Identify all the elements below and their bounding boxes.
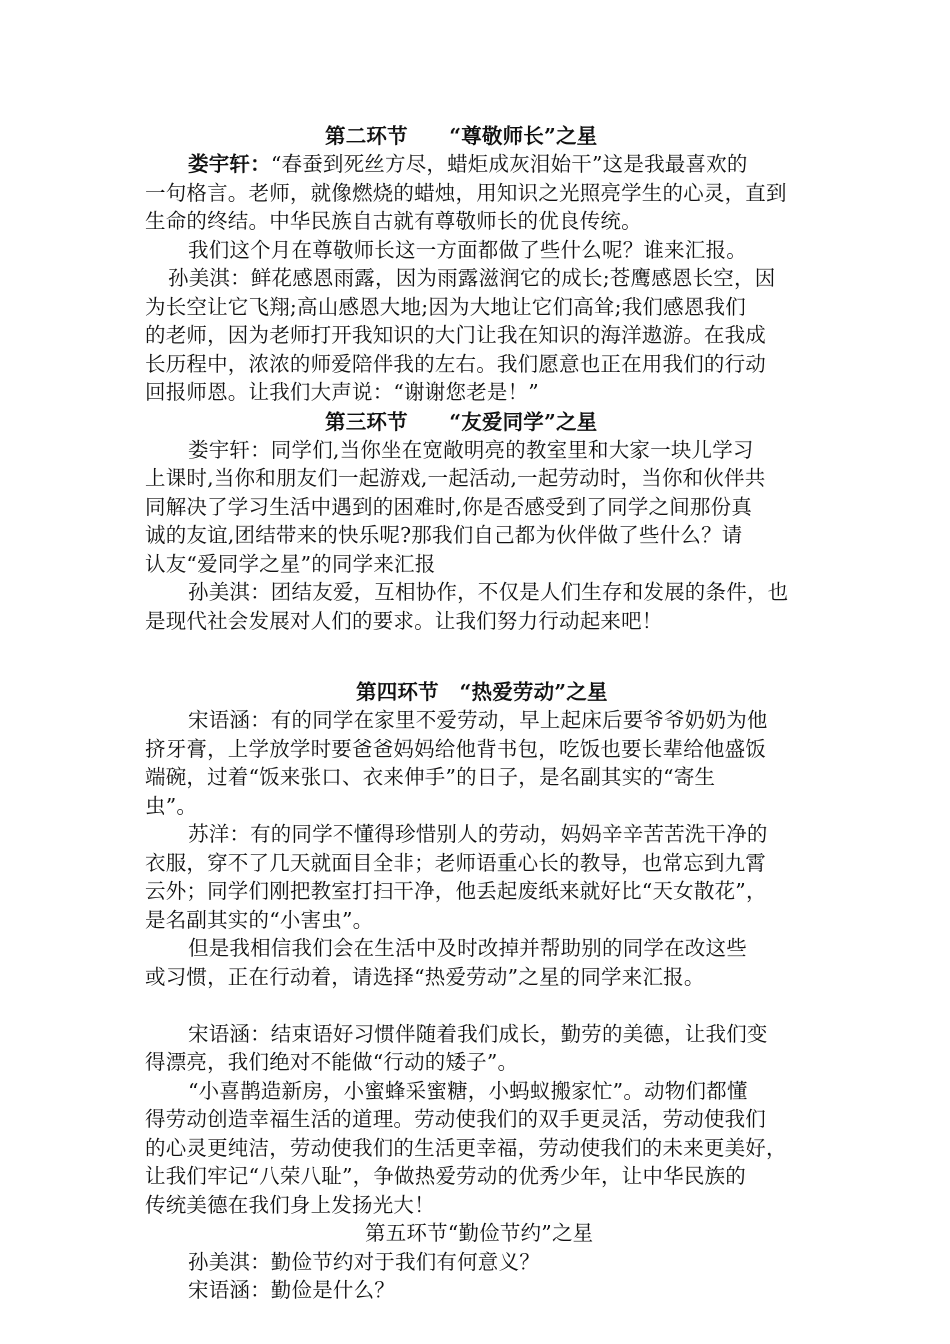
paragraph-line: 端碗，过着“饭来张口、衣来伸手”的日子，是名副其实的“寄生 bbox=[145, 765, 716, 789]
paragraph-line: 为长空让它飞翔;高山感恩大地;因为大地让它们高耸;我们感恩我们 bbox=[145, 295, 746, 319]
paragraph-line: 苏洋：有的同学不懂得珍惜别人的劳动，妈妈辛辛苦苦洗干净的 bbox=[188, 822, 768, 846]
paragraph-line: 让我们牢记“八荣八耻”，争做热爱劳动的优秀少年，让中华民族的 bbox=[145, 1164, 746, 1188]
paragraph-line: 孙美淇：勤俭节约对于我们有何意义？ bbox=[188, 1250, 540, 1274]
paragraph-line: 上课时,当你和朋友们一起游戏,一起活动,一起劳动时，当你和伙伴共 bbox=[145, 466, 766, 490]
section-heading-friendly-classmates: 第三环节 “友爱同学”之星 bbox=[325, 410, 598, 434]
paragraph-line bbox=[188, 150, 748, 179]
paragraph-line: 的心灵更纯洁，劳动使我们的生活更幸福，劳动使我们的未来更美好， bbox=[145, 1136, 787, 1160]
paragraph-line: 娄宇轩：同学们,当你坐在宽敞明亮的教室里和大家一块儿学习 bbox=[188, 438, 754, 462]
paragraph-line: 我们这个月在尊敬师长这一方面都做了些什么呢？谁来汇报。 bbox=[188, 238, 747, 262]
paragraph-line: 宋语涵：有的同学在家里不爱劳动，早上起床后要爷爷奶奶为他 bbox=[188, 708, 768, 732]
paragraph-line: 的老师，因为老师打开我知识的大门让我在知识的海洋遨游。在我成 bbox=[145, 323, 766, 347]
paragraph-line: 诚的友谊,团结带来的快乐呢?那我们自己都为伙伴做了些什么？请 bbox=[145, 523, 743, 547]
paragraph-line: 得劳动创造幸福生活的道理。劳动使我们的双手更灵活，劳动使我们 bbox=[145, 1107, 766, 1131]
section-heading-respect-teachers: 第二环节 “尊敬师长”之星 bbox=[325, 124, 598, 148]
paragraph-line: 回报师恩。让我们大声说：“谢谢您老是！” bbox=[145, 380, 539, 404]
paragraph-line: 孙美淇：团结友爱，互相协作，不仅是人们生存和发展的条件，也 bbox=[188, 580, 789, 604]
paragraph-line: 宋语涵：勤俭是什么？ bbox=[188, 1278, 395, 1302]
speaker-name: 娄宇轩： bbox=[188, 152, 271, 176]
paragraph-line: “小喜鹊造新房，小蜜蜂采蜜糖，小蚂蚁搬家忙”。动物们都懂 bbox=[188, 1079, 748, 1103]
paragraph-line: 认友“爱同学之星”的同学来汇报 bbox=[145, 552, 436, 576]
paragraph-text: “春蚕到死丝方尽，蜡炬成灰泪始干”这是我最喜欢的 bbox=[270, 152, 748, 176]
paragraph-line: 一句格言。老师，就像燃烧的蜡烛，用知识之光照亮学生的心灵，直到 bbox=[145, 181, 787, 205]
paragraph-line: 是名副其实的“小害虫”。 bbox=[145, 908, 374, 932]
paragraph-line: 衣服，穿不了几天就面目全非；老师语重心长的教导，也常忘到九霄 bbox=[145, 851, 766, 875]
paragraph-line: 云外；同学们刚把教室打扫干净，他丢起废纸来就好比“天女散花”， bbox=[145, 879, 767, 903]
paragraph-line: 传统美德在我们身上发扬光大！ bbox=[145, 1193, 435, 1217]
paragraph-line: 得漂亮，我们绝对不能做“行动的矮子”。 bbox=[145, 1050, 519, 1074]
section-heading-love-labor: 第四环节 “热爱劳动”之星 bbox=[356, 680, 608, 704]
paragraph-line: 孙美淇：鲜花感恩雨露，因为雨露滋润它的成长;苍鹰感恩长空，因 bbox=[168, 266, 776, 290]
paragraph-line: 生命的终结。中华民族自古就有尊敬师长的优良传统。 bbox=[145, 209, 642, 233]
paragraph-line: 挤牙膏，上学放学时要爸爸妈妈给他背书包，吃饭也要长辈给他盛饭 bbox=[145, 737, 766, 761]
paragraph-line: 长历程中，浓浓的师爱陪伴我的左右。我们愿意也正在用我们的行动 bbox=[145, 352, 766, 376]
paragraph-line: 是现代社会发展对人们的要求。让我们努力行动起来吧！ bbox=[145, 609, 663, 633]
paragraph-line: 同解决了学习生活中遇到的困难时,你是否感受到了同学之间那份真 bbox=[145, 495, 753, 519]
paragraph-line: 虫”。 bbox=[145, 794, 198, 818]
paragraph-line: 或习惯，正在行动着，请选择“热爱劳动”之星的同学来汇报。 bbox=[145, 965, 705, 989]
paragraph-line: 但是我相信我们会在生活中及时改掉并帮助别的同学在改这些 bbox=[188, 936, 747, 960]
paragraph-line: 宋语涵：结束语好习惯伴随着我们成长，勤劳的美德，让我们变 bbox=[188, 1022, 768, 1046]
section-heading-thrift: 第五环节“勤俭节约”之星 bbox=[365, 1221, 594, 1245]
